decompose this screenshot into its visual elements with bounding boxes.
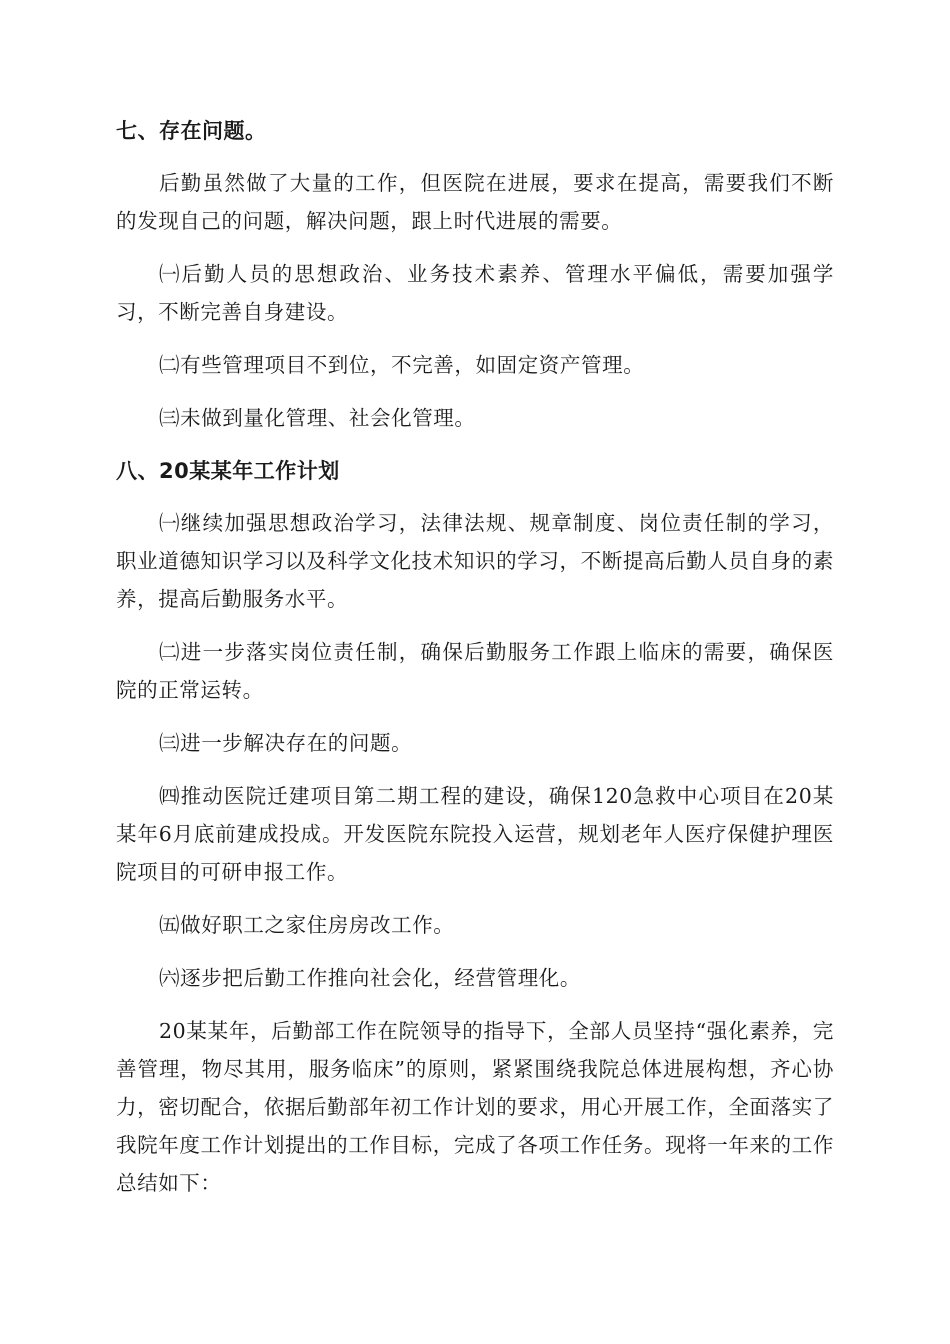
section-8-item-2: ㈡进一步落实岗位责任制，确保后勤服务工作跟上临床的需要，确保医院的正常运转。 — [116, 640, 834, 702]
section-7-heading: 七、存在问题。 — [116, 119, 267, 143]
section-7-intro-paragraph: 后勤虽然做了大量的工作，但医院在进展，要求在提高，需要我们不断的发现自己的问题，解决问题，跟上时代进展的需要。 — [116, 171, 834, 233]
section-8-item-3: ㈢进一步解决存在的问题。 — [159, 731, 413, 755]
section-8-item-1: ㈠继续加强思想政治学习，法律法规、规章制度、岗位责任制的学习，职业道德知识学习以及科学文化技术知识的学习，不断提高后勤人员自身的素养，提高后勤服务水平。 — [116, 511, 834, 611]
section-8-heading: 八、20某某年工作计划 — [116, 459, 340, 483]
section-8-item-5: ㈤做好职工之家住房房改工作。 — [159, 913, 455, 937]
section-8-item-4: ㈣推动医院迁建项目第二期工程的建设，确保120急救中心项目在20某某年6月底前建成投成。开发医院东院投入运营，规划老年人医疗保健护理医院项目的可研申报工作。 — [116, 784, 834, 884]
document-body — [116, 112, 834, 1217]
closing-summary-paragraph: 20某某年，后勤部工作在院领导的指导下，全部人员坚持“强化素养，完善管理，物尽其用，服务临床”的原则，紧紧围绕我院总体进展构想，齐心协力，密切配合，依据后勤部年初工作计划的要求，用心开展工作，全面落实了我院年度工作计划提出的工作目标，完成了各项工作任务。现将一年来的工作总结如下： — [116, 1019, 834, 1195]
section-7-item-3: ㈢未做到量化管理、社会化管理。 — [159, 406, 476, 430]
section-7-item-2: ㈡有些管理项目不到位，不完善，如固定资产管理。 — [159, 353, 645, 377]
section-7-item-1: ㈠后勤人员的思想政治、业务技术素养、管理水平偏低，需要加强学习，不断完善自身建设。 — [116, 262, 834, 324]
section-8-item-6: ㈥逐步把后勤工作推向社会化，经营管理化。 — [159, 966, 581, 990]
